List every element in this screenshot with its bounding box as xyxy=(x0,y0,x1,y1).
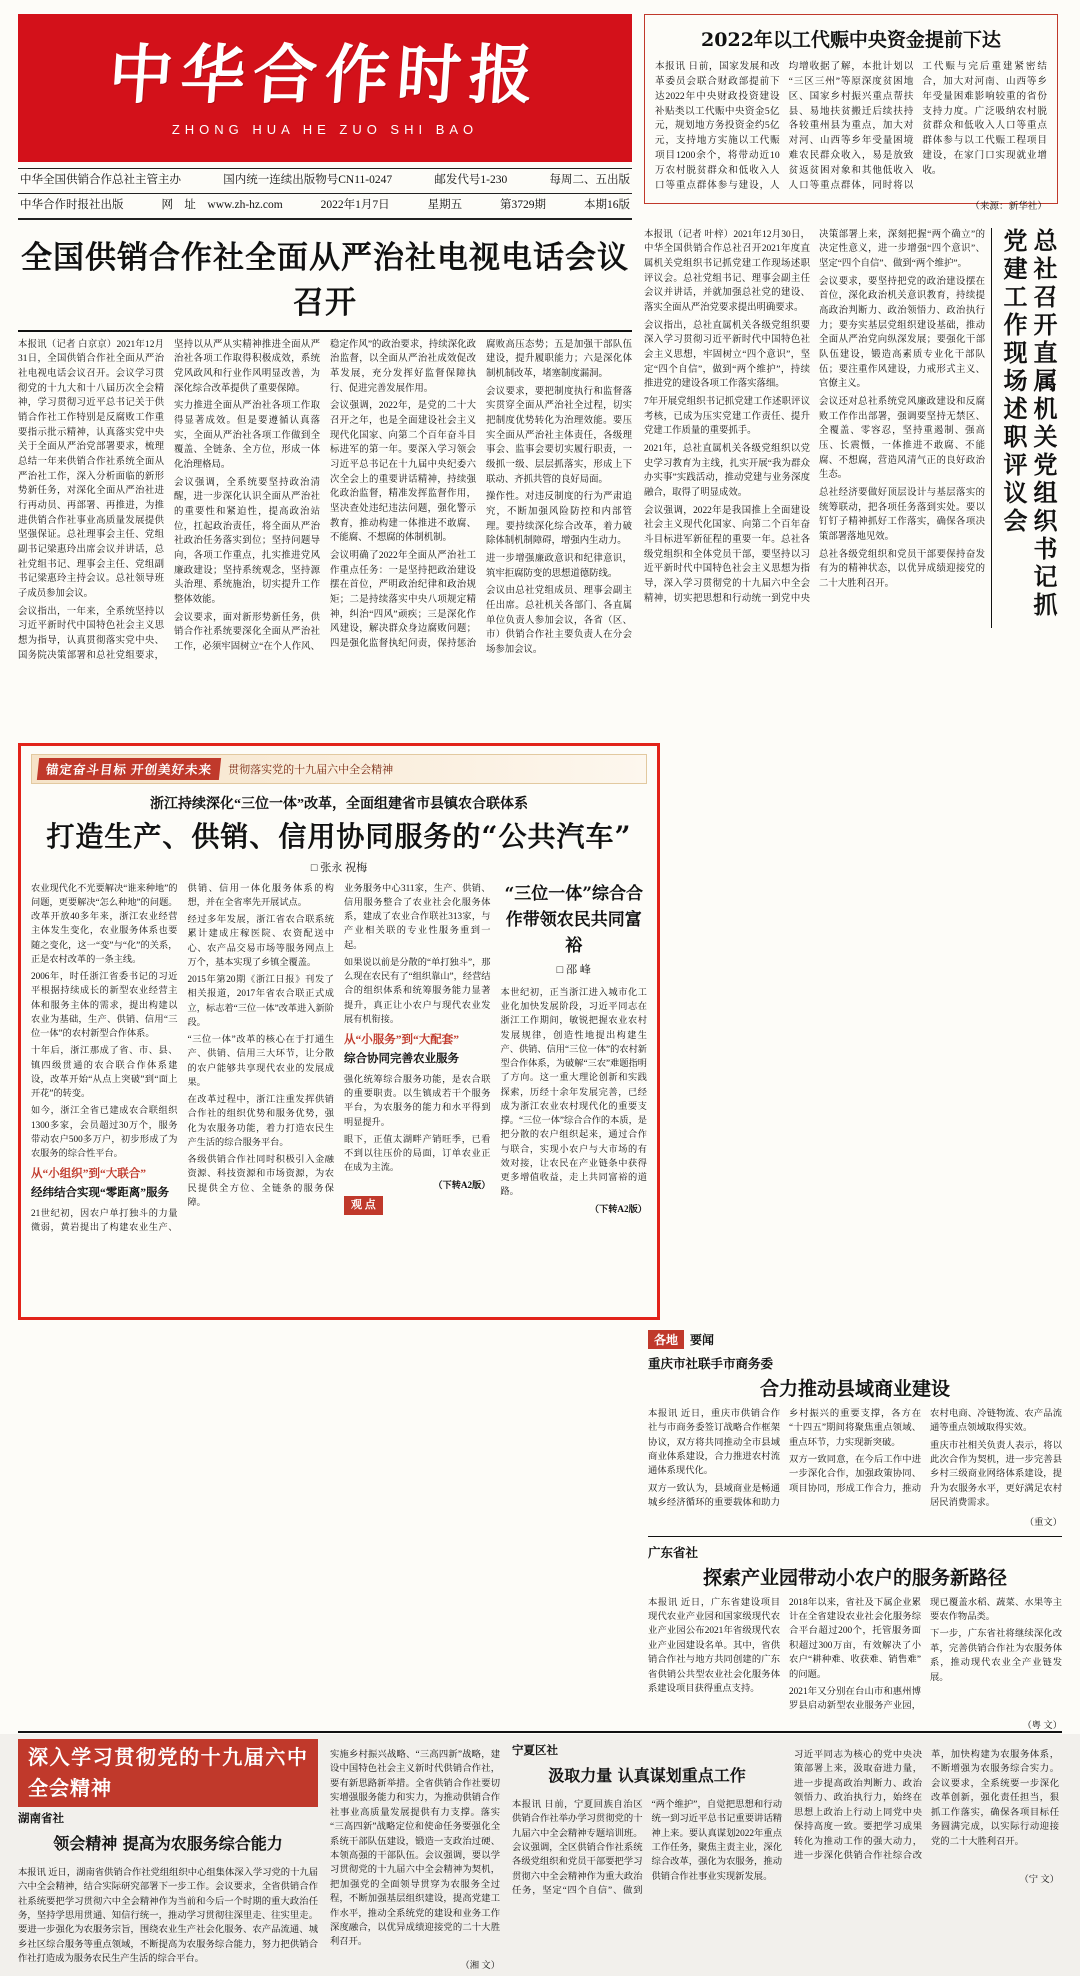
press-label: 中华合作时报社出版 xyxy=(20,198,124,211)
regional-article-1 xyxy=(648,1354,1062,1528)
regional-paragraph: 本报讯 近日，广东省建设项目现代农业产业园和国家级现代农业产业园公布2021年省级现代农业产业园建设名单。其中，省供销合作社与地方共同创建的广东省供销公共型农业社会化服务体系建设项目获得重点支持。 xyxy=(648,1597,780,1694)
top-right-body: 本报讯 日前，国家发展和改革委员会联合财政部提前下达2022年中央财政投资建设补贴类以工代赈中央资金5亿元，规划地方务投资金约5亿元，支持地方实施以工代赈项目1200余个，将带动近10万农村脱贫群众和低收入人口等重点群体参与建设，人均增收据了解，本批计划以“三区三州”等原深度贫困地区、国家乡村振兴重点帮扶县、易地扶贫搬迁后续扶持各较重州县为重点，加大对对河、山西等乡年受量困境难农民群众收入，易是放致贫返贫困对象和其他低收入人口等重点群体，同时将以工代赈与完后重建紧密结合，加大对河南、山西等乡年受量困难影响较重的省份支持力度。广泛吸纳农村脱贫群众和低收入人口等重点群体参与以工代赈工程项目建设，在家门口实现就业增收。 xyxy=(655,61,1047,191)
bottom-paragraph-4: 习近平同志为核心的党中央决策部署上来，汲取奋进力量，进一步提高政治判断力、政治领悟力、政治执行力，始终在思想上政治上行动上同党中央保持高度一致。要把学习成果转化为推动工作的强大动力，进一步深化供销合作社综合改革，加快构建为农服务体系，不断增强为农服务综合实力。会议要求，全系统要一步深化改革创新，强化责任担当，狠抓工作落实，确保各项目标任务圆满完成，以实际行动迎接党的二十大胜利召开。 xyxy=(794,1750,1059,1861)
lead-headline: 全国供销合作社全面从严治社电视电话会议召开 xyxy=(18,232,632,332)
regional-signature-1: （重文） xyxy=(1024,1517,1062,1528)
feature-byline: □ 张永 祝梅 xyxy=(310,861,368,874)
feature-subhead-2: 从“小服务”到“大配套” xyxy=(344,1034,459,1047)
vertical-paragraph: 总社经济要做好顶层设计与基层落实的统筹联动，把各项任务落到实处。要以钉钉子精神抓好工作落实，确保各项决策部署落地见效。 xyxy=(819,488,985,543)
lead-paragraph: 操作性。对违反制度的行为严肃追究，不断加强风险防控和内部管理。要持续深化综合改革，着力破除体制机制障碍，增强内生动力。 xyxy=(486,492,632,547)
issue-number-label: 第3729期 xyxy=(500,198,547,211)
regional-paragraph: 双方一致同意，在今后工作中进一步深化合作，加强政策协同、项目协同，形成工作合力，推动农村电商、冷链物流、农产品流通等重点领域取得实效。 xyxy=(789,1408,1062,1494)
divider xyxy=(648,1536,1062,1537)
masthead-banner xyxy=(18,14,632,162)
feature-subhead-1b: 经纬结合实现“零距离”服务 xyxy=(31,1187,169,1200)
regional-section-header xyxy=(648,1330,1062,1349)
vertical-paragraph: 7年开展党组织书记抓党建工作述职评议考核，已成为压实党建工作责任、提升党建工作质量的重要抓手。 xyxy=(644,397,810,437)
feature-continued-2: （下转A2版） xyxy=(589,1203,647,1214)
bottom-signature-4: （宁 文） xyxy=(1019,1874,1059,1885)
top-right-source: （来源：新华社） xyxy=(970,200,1047,212)
masthead-meta-row-1 xyxy=(18,169,632,194)
feature-kicker: 浙江持续深化“三位一体”改革，全面组建省市县镇农合联体系 xyxy=(150,796,528,812)
opinion-paragraph: 本世纪初，正当浙江进入城市化工业化加快发展阶段，习近平同志在浙江工作期间，敏锐把握农业农村发展规律，创造性地提出构建生产、供销、信用“三位一体”的农村新型合作体系，为破解“三农”难题指明了方向。这一重大理论创新和实践探索，历经十余年发展完善，已经成为浙江农业农村现代化的重要支撑。“三位一体”综合合作的本质，是把分散的农户组织起来，通过合作与联合，实现小农户与大市场的有效对接，让农民在产业链条中获得更多增值收益，走上共同富裕的道路。 xyxy=(500,986,647,1197)
regional-paragraph: 重庆市社相关负责人表示，将以此次合作为契机，进一步完善县乡村三级商业网络体系建设，提升为农服务水平，更好满足农村居民消费需求。 xyxy=(930,1440,1062,1509)
opinion-headline: “三位一体”综合合作带领农民共同富裕 xyxy=(504,883,644,957)
feature-subhead-2b: 综合协同完善农业服务 xyxy=(344,1053,459,1065)
feature-paragraph: 农业现代化不光要解决“谁来种地”的问题，更要解决“怎么种地”的问题。改革开放40多年来，浙江农业经营主体发生变化，农业服务体系也要随之变化，这一“变”与“化”的关系，正是农村改革的一条主线。 xyxy=(31,882,178,964)
top-right-headline: 2022年以工代赈中央资金提前下达 xyxy=(701,29,1001,51)
regional-headline-1: 合力推动县域商业建设 xyxy=(759,1377,950,1400)
feature-paragraph: 如果说以前是分散的“单打独斗”，那么现在农民有了“组织靠山”，经营结合的组织体系和统筹服务能力显著提升，真正让小农户与现代农业发展有机衔接。 xyxy=(344,956,491,1024)
publisher-label: 中华全国供销合作总社主管主办 xyxy=(20,174,181,186)
bottom-kicker-1: 湖南省社 xyxy=(18,1812,64,1825)
bottom-headline-3: 汲取力量 认真谋划重点工作 xyxy=(548,1765,746,1785)
vertical-body xyxy=(644,228,985,628)
regional-paragraph: 本报讯 近日，重庆市供销合作社与市商务委签订战略合作框架协议，双方将共同推动全市县域商业体系建设，合力推进农村流通体系现代化。 xyxy=(648,1408,780,1477)
masthead-meta-row-2 xyxy=(18,194,632,220)
feature-paragraph: 十年后，浙江那成了省、市、县、镇四级贯通的农合联合作体系建设，改革开始“从点上突破”到“面上开花”的转变。 xyxy=(31,1045,178,1099)
feature-paragraph: 在改革过程中，浙江注重发挥供销合作社的组织优势和服务优势，强化为农服务功能，着力打造农民生产生活的综合服务平台。 xyxy=(187,1094,334,1147)
regional-signature-2: （粤 文） xyxy=(1022,1720,1062,1731)
feature-paragraph: 眼下，正值太湖畔产销旺季，已看不到以往压价的局面，订单农业正在成为主流。 xyxy=(344,1133,491,1173)
feature-banner xyxy=(31,754,647,784)
bottom-paragraph-1: 本报讯 近日，湖南省供销合作社党组组织中心组集体深入学习党的十九届六中全会精神，结合实际研究部署下一步工作。会议要求，全省供销合作社系统要把学习贯彻六中全会精神作为当前和今后一个时期的重大政治任务，坚持学思用贯通、知信行统一，推动学习贯彻往深里走、往实里走。要进一步强化为农服务宗旨，围绕农业生产社会化服务、农产品流通、城乡社区综合服务等重点领域，不断提高为农服务综合能力，努力把供销合作社打造成为服务农民生产生活的综合平台。 xyxy=(18,1867,318,1965)
feature-paragraph: 21世纪初，因农户单打独斗的力量微弱，黄岩提出了构建农业生产、供销、信用一体化服务体系的构想，并在全省率先开展试点。 xyxy=(31,882,334,1233)
opinion-tag: 观 点 xyxy=(344,1196,383,1215)
weekday-label: 星期五 xyxy=(427,198,463,211)
bottom-paragraph-2: 实施乡村振兴战略、“三高四新”战略，建设中国特色社会主义新时代供销合作社，要有新思路新举措。全省供销合作社要切实增强服务能力和实力，为推动供销合作社事业高质量发展提供有力支撑。落实“三高四新”战略定位和使命任务要强化全系统干部队伍建设，锻造一支政治过硬、本领高强的干部队伍。会议强调，要以学习贯彻党的十九届六中全会精神为契机，把加强党的全面领导贯穿为农服务全过程，不断加强基层组织建设，提高党建工作水平，推动全系统党的建设和业务工作深度融合，以优异成绩迎接党的二十大胜利召开。 xyxy=(330,1750,500,1948)
lead-paragraph: 实力推进全面从严治社各项工作取得显著成效。但是要遵循认真落实，全面从严治社各项工作做到全覆盖、全链条、全方位，形成一体化治理格局。 xyxy=(174,401,320,471)
feature-paragraph: 2015年第20期《浙江日报》刊发了相关报道，2017年省农合联正式成立，标志着“三位一体”改革进入新阶段。 xyxy=(187,974,334,1027)
vertical-headline: 总社召开直属机关党组织书记抓党建工作现场述职评议会 xyxy=(991,228,1058,628)
section-tag-secondary: 要闻 xyxy=(690,1332,715,1347)
regional-paragraph: 下一步，广东省社将继续深化改革，完善供销合作社为农服务体系，推动现代农业全产业链发展。 xyxy=(930,1629,1062,1683)
bottom-column-4 xyxy=(794,1739,1059,1976)
lead-paragraph: 会议指出，一年来，全系统坚持以习近平新时代中国特色社会主义思想为指导，认真贯彻落实党中央、国务院决策部署和总社党组要求，坚持以从严从实精神推进全面从严治社各项工作取得积极成效，系统党风政风和行业作风明显改善，为深化综合改革提供了重要保障。 xyxy=(18,339,320,661)
opinion-byline: □ 邵 峰 xyxy=(556,963,591,976)
lead-paragraph: 会议明确了2022年全面从严治社工作重点任务：一是坚持把政治建设摆在首位，严明政治纪律和政治规矩；二是持续落实中央八项规定精神，纠治“四风”顽疾；三是深化作风建设，解决群众身边腐败问题；四是强化监督执纪问责，保持惩治腐败高压态势；五是加强干部队伍建设，提升履职能力；六是深化体制机制改革，堵塞制度漏洞。 xyxy=(330,339,632,650)
feature-paragraph: 如今，浙江全省已建成农合联组织1300多家，会员超过30万个，服务带动农户500多万户，初步形成了为农服务的综合性平台。 xyxy=(31,1105,178,1159)
newspaper-title: 中华合作时报 xyxy=(106,37,544,113)
page-count-label: 本期16版 xyxy=(583,198,630,211)
regional-paragraph: 双方一致认为，县域商业是畅通城乡经济循环的重要载体和助力乡村振兴的重要支撑，各方在“十四五”期间将聚焦重点领域、重点环节，力实现新突破。 xyxy=(648,1408,921,1509)
feature-subhead-1: 从“小组织”到“大联合” xyxy=(31,1168,146,1181)
website-label[interactable]: 网 址 www.zh-hz.com xyxy=(161,198,283,211)
feature-paragraph: 各级供销合作社同时积极引入金融资源、科技资源和市场资源，为农民提供全方位、全链条的服务保障。 xyxy=(187,1154,334,1207)
masthead-meta xyxy=(18,168,632,220)
regional-kicker-1: 重庆市社联手市商务委 xyxy=(648,1356,774,1371)
bottom-column-3 xyxy=(512,1739,782,1976)
feature-paragraph: 2006年，时任浙江省委书记的习近平根据持续成长的新型农业经营主体和服务主体的需求，提出构建以农业为基础，生产、供销、信用“三位一体”的农村新型合作体系。 xyxy=(31,971,178,1039)
regional-body-2 xyxy=(648,1596,1062,1714)
bottom-paragraph-3: 本报讯 日前，宁夏回族自治区供销合作社举办学习贯彻党的十九届六中全会精神专题培训班。会议强调，全区供销合作社系统各级党组织和党员干部要把学习贯彻六中全会精神作为重大政治任务，坚定“四个自信”、做到“两个维护”，自觉把思想和行动统一到习近平总书记重要讲话精神上来。要认真谋划2022年重点工作任务，聚焦主责主业，深化综合改革，强化为农服务，推动供销合作社事业实现新发展。 xyxy=(512,1799,782,1897)
top-right-article xyxy=(644,14,1058,212)
regional-headline-2: 探索产业园带动小农户的服务新路径 xyxy=(702,1566,1007,1589)
vertical-paragraph: 会议强调，2022年是我国推上全面建设社会主义现代化国家、向第二个百年奋斗目标进军新征程的重要一年。总社各级党组织和全体党员干部，要坚持以习近平新时代中国特色社会主义思想为指导，深入学习贯彻党的十九届六中全会精神，切实把思想和行动统一到党中央决策部署上来，深刻把握“两个确立”的决定性意义，进一步增强“四个意识”、坚定“四个自信”、做到“两个维护”。 xyxy=(644,229,985,604)
masthead-area xyxy=(18,14,1062,220)
vertical-paragraph: 2021年，总社直属机关各级党组织以党史学习教育为主线，扎实开展“我为群众办实事”实践活动，推动党建与业务深度融合，取得了明显成效。 xyxy=(644,444,810,499)
bottom-headline-1: 领会精神 提高为农服务综合能力 xyxy=(53,1833,283,1853)
lead-paragraph: 进一步增强廉政意识和纪律意识，筑牢拒腐防变的思想道德防线。 xyxy=(486,554,632,579)
vertical-paragraph: 总社各级党组织和党员干部要保持奋发有为的精神状态，以优异成绩迎接党的二十大胜利召开。 xyxy=(819,549,985,590)
bottom-banner-title: 深入学习贯彻党的十九届六中全会精神 xyxy=(18,1739,318,1807)
bottom-section xyxy=(18,1731,1062,1976)
lead-paragraph: 会议强调，2022年，是党的二十大召开之年，也是全面建设社会主义现代化国家、向第二个百年奋斗目标进军的第一年。要深入学习领会习近平总书记在十九届中央纪委六次全会上的重要讲话精神，持续强化政治监督，精准发挥监督作用，坚决查处违纪违法问题，强化警示教育，推动构建一体推进不敢腐、不能腐、不想腐的体制机制。 xyxy=(330,401,476,544)
lead-body xyxy=(18,338,632,733)
vertical-paragraph: 会议还对总社系统党风廉政建设和反腐败工作作出部署，强调要坚持无禁区、全覆盖、零容忍，坚持重遏制、强高压、长震慑，一体推进不敢腐、不能腐、不想腐，营造风清气正的良好政治生态。 xyxy=(819,397,985,481)
lead-paragraph: 本报讯（记者 白京京）2021年12月31日，全国供销合作社全面从严治社电视电话会议召开。会议学习贯彻党的十九大和十八届历次全会精神，学习贯彻习近平总书记关于供销合作社工作特别是反腐败工作重要指示批示精神，认真落实党中央关于全面从严治党部署要求，梳理总结一年来供销合作社系统全面从严治社工作，深入分析面临的新形势新任务，对深化全面从严治社进行再动员、再部署、再推进，为推进供销合作社事业高质量发展提供坚强保证。总社理事会主任、党组副书记梁惠玲出席会议并讲话，总社党组书记、理事会主任、党组副书记梁惠玲主持会议。总社领导班子成员参加会议。 xyxy=(18,339,164,600)
feature-headline: 打造生产、供销、信用协同服务的“公共汽车” xyxy=(46,819,632,853)
frequency-label: 每周二、五出版 xyxy=(549,174,630,186)
newspaper-pinyin: ZHONG HUA HE ZUO SHI BAO xyxy=(171,121,479,137)
vertical-article xyxy=(644,228,1058,733)
section-tag: 各地 xyxy=(648,1330,684,1349)
regional-news-column xyxy=(648,1330,1062,1731)
vertical-paragraph: 本报讯（记者 叶梓）2021年12月30日，中华全国供销合作总社召开2021年度直属机关党组织书记抓党建工作现场述职评议会。总社党组书记、理事会副主任会议并讲话，并就加强总社党的建设、落实全面从严治党要求提出明确要求。 xyxy=(644,229,810,314)
bottom-column-1 xyxy=(18,1739,318,1976)
regional-body-1 xyxy=(648,1407,1062,1511)
feature-paragraph: 经过多年发展，浙江省农合联系统累计建成庄稼医院、农资配送中心、农产品交易市场等服务网点上万个，基本实现了乡镇全覆盖。 xyxy=(187,914,334,967)
feature-paragraph: 业务服务中心311家，生产、供销、信用服务整合了农业社会化服务体系，建成了农业合作联社313家，与产业相关联的专业性服务重到一起。 xyxy=(344,882,491,950)
feature-paragraph: “三位一体”改革的核心在于打通生产、供销、信用三大环节，让分散的农户能够共享现代农业的发展成果。 xyxy=(187,1034,334,1087)
lead-article xyxy=(18,228,632,733)
regional-kicker-2: 广东省社 xyxy=(648,1545,699,1560)
issn-label: 国内统一连续出版物号CN11-0247 xyxy=(223,174,393,186)
regional-article-2 xyxy=(648,1543,1062,1731)
feature-banner-sub: 贯彻落实党的十九届六中全会精神 xyxy=(228,763,394,776)
regional-paragraph: 2021年又分别在台山市和惠州博罗县启动新型农业服务产业园，现已覆盖水稻、蔬菜、水果等主要农作物品类。 xyxy=(789,1597,1062,1712)
bottom-signature-2: （湘 文） xyxy=(460,1961,500,1972)
lead-paragraph: 会议强调，全系统要坚持政治清醒，进一步深化认识全面从严治社的重要性和紧迫性，提高政治站位，扛起政治责任，将全面从严治社政治任务落实到位；坚持问题导向，各项工作重点，扎实推进党风廉政建设；坚持系统观念，坚持源头治理、系统施治，切实提升工作整体效能。 xyxy=(174,477,320,606)
feature-article xyxy=(18,743,660,1320)
bottom-column-2 xyxy=(330,1739,500,1976)
lead-paragraph: 会议要求，要把制度执行和监督落实贯穿全面从严治社全过程，切实把制度优势转化为治理效能。要压实全面从严治社主体责任，各级理事会、监事会要切实履行职责，一级抓一级、层层抓落实，形成上下联动、齐抓共管的良好局面。 xyxy=(486,386,632,485)
feature-body xyxy=(31,881,647,1311)
lead-paragraph: 会议由总社党组成员、理事会副主任出席。总社机关各部门、各直属单位负责人参加会议，各省（区、市）供销合作社主要负责人在分会场参加会议。 xyxy=(486,586,632,656)
vertical-paragraph: 会议要求，要坚持把党的政治建设摆在首位，深化政治机关意识教育，持续提高政治判断力、政治领悟力、政治执行力；要夯实基层党组织建设基础，推动全面从严治党向纵深发展；要强化干部队伍建设，锻造高素质专业化干部队伍；要注重作风建设，力戒形式主义、官僚主义。 xyxy=(819,276,985,390)
headline-band xyxy=(18,228,1062,733)
feature-paragraph: 强化统筹综合服务功能，是农合联的重要职责。以生镇成若干个服务平台，为农服务的能力和水平得到明显提升。 xyxy=(344,1073,491,1127)
date-label: 2022年1月7日 xyxy=(320,198,390,211)
bottom-kicker-3: 宁夏区社 xyxy=(512,1744,558,1757)
lead-paragraph: 会议要求，面对新形势新任务，供销合作社系统要深化全面从严治社工作，必须牢固树立“在个人作风、稳定作风”的政治要求，持续深化政治监督，以全面从严治社成效促改革发展，充分发挥好监督保障执行、促进完善发展作用。 xyxy=(174,339,476,653)
vertical-paragraph: 会议指出，总社直属机关各级党组织要深入学习贯彻习近平新时代中国特色社会主义思想，牢固树立“四个意识”，坚定“四个自信”，做到“两个维护”，持续推进党的建设各项工作落实落细。 xyxy=(644,320,810,390)
regional-paragraph: 2018年以来，省社及下属企业累计在全省建设农业社会化服务综合平台超过200个，托管服务面积超过300万亩，有效解决了小农户“耕种难、收获难、销售难”的问题。 xyxy=(789,1597,921,1680)
masthead xyxy=(18,14,632,220)
feature-slogan: 锚定奋斗目标 开创美好未来 xyxy=(37,758,221,780)
feature-continued-1: （下转A2版） xyxy=(433,1179,491,1190)
postal-code-label: 邮发代号1-230 xyxy=(434,174,508,186)
